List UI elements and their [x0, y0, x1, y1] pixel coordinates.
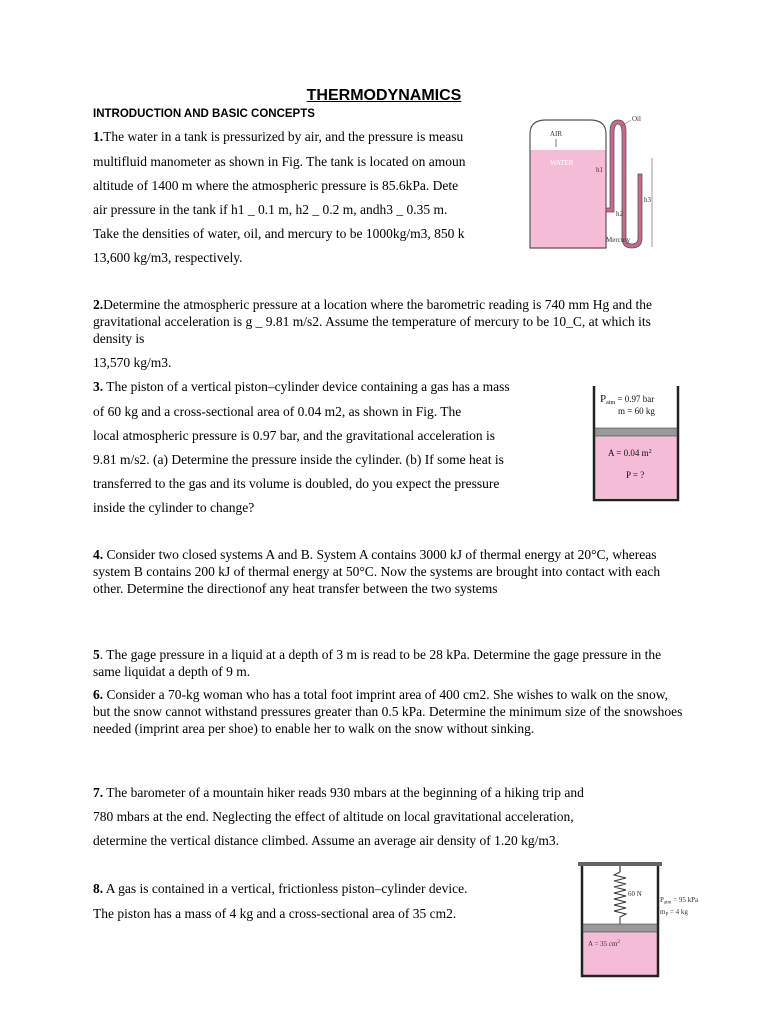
problem-2 [93, 296, 683, 347]
problem-1-line-3: altitude of 1400 m where the atmospheric pressure is 85.6kPa. Dete [93, 178, 459, 193]
section-subtitle: INTRODUCTION AND BASIC CONCEPTS [93, 108, 315, 120]
h3-label: h3 [644, 196, 651, 204]
patm-sub: atm [606, 400, 616, 406]
problem-3-line-2: of 60 kg and a cross-sectional area of 0.04 m2, as shown in Fig. The [93, 404, 462, 419]
problem-1-number: 1. [93, 129, 104, 144]
problem-7-line-3: determine the vertical distance climbed. Assume an average air density of 1.20 kg/m3. [93, 833, 559, 848]
piston-mass-value: = 4 kg [668, 908, 688, 916]
problem-3-line-5: transferred to the gas and its volume is doubled, do you expect the pressure [93, 476, 500, 491]
problem-3-line-1: The piston of a vertical piston–cylinder device containing a gas has a mass [103, 379, 510, 394]
svg-text:A = 0.04 m2: A = 0.04 $m^2$ [608, 448, 652, 458]
problem-7-number: 7. [93, 785, 104, 800]
problem-3-line-4: 9.81 m/s2. (a) Determine the pressure inside the cylinder. (b) If some heat is [93, 452, 504, 467]
problem-3-number: 3. [93, 379, 104, 394]
problem-1-line-6: 13,600 kg/m3, respectively. [93, 250, 243, 265]
mass-label: m = 60 kg [618, 406, 655, 416]
problem-2-last-line: 13,570 kg/m3. [93, 355, 172, 370]
air-label: AIR [550, 130, 563, 138]
cylinder-gas [583, 932, 657, 976]
svg-text:A = 35 cm2: A = 35 $cm^2$ [588, 940, 620, 948]
problem-5-text: . The gage pressure in a liquid at a depth of 3 m is read to be 28 kPa. Determine the gage pressure in the same liquidat a depth of 9 m. [93, 647, 662, 679]
manometer-tube [606, 120, 642, 248]
problem-7-line-2: 780 mbars at the end. Neglecting the effect of altitude on local gravitational acceleration, [93, 809, 574, 824]
page-title: THERMODYNAMICS [306, 87, 462, 104]
pressure-label: P = ? [626, 470, 645, 480]
problem-3-line-3: local atmospheric pressure is 0.97 bar, and the gravitational acceleration is [93, 428, 496, 443]
problem-3-line-6: inside the cylinder to change? [93, 500, 255, 515]
h1-label: h1 [596, 166, 603, 174]
problem-4-text: Consider two closed systems A and B. System A contains 3000 kJ of thermal energy at 20°C, whereas system B contains 200 kJ of thermal energy at 50°C. Now the systems are brought into contact with each other. Determine the directionof any heat transfer between the two systems [93, 547, 661, 596]
problem-1-line-5: Take the densities of water, oil, and mercury to be 1000kg/m3, 850 k [93, 226, 465, 241]
force-label: 60 N [628, 890, 642, 898]
water-label: WATER [550, 159, 574, 167]
problem-8-number: 8. [93, 881, 104, 896]
problem-6-text: Consider a 70-kg woman who has a total foot imprint area of 400 cm2. She wishes to walk on the snow, but the snow cannot withstand pressures greater than 0.5 kPa. Determine the minimum size of the snowshoes needed (imprint area per shoe) to enable her to walk on the snow without sinking. [93, 687, 683, 736]
svg-text:Patm = 95 kPa [660, 896, 699, 906]
manometer-figure [522, 112, 662, 252]
piston [583, 924, 657, 932]
oil-label: Oil [632, 115, 641, 123]
patm-value: = 0.97 bar [615, 394, 655, 404]
problem-6-number: 6. [93, 687, 104, 702]
problem-1-line-1: The water in a tank is pressurized by air, and the pressure is measu [103, 129, 464, 144]
patm-sub: atm [663, 900, 672, 906]
patm-label: P [660, 896, 664, 904]
piston-mass-label: m [660, 908, 666, 916]
problem-1-line-2: multifluid manometer as shown in Fig. The tank is located on amoun [93, 154, 466, 169]
problem-6 [93, 686, 683, 737]
problem-2-number: 2. [93, 297, 104, 312]
problem-4 [93, 546, 683, 597]
patm-label: P [600, 393, 607, 405]
spring-piston-figure [576, 860, 706, 978]
problem-1-line-4: air pressure in the tank if h1 _ 0.1 m, h2 _ 0.2 m, andh3 _ 0.35 m. [93, 202, 448, 217]
area-label: A = 0.04 m [608, 448, 649, 458]
problem-4-number: 4. [93, 547, 104, 562]
piston-cylinder-figure [590, 386, 682, 504]
problem-5 [93, 646, 683, 680]
svg-text:Patm = 0.97 bar [600, 393, 654, 406]
cylinder-gas [595, 436, 677, 498]
svg-text:mP = 4 kg [660, 908, 688, 918]
top-cap [578, 862, 662, 866]
problem-8-line-2: The piston has a mass of 4 kg and a cross-sectional area of 35 cm2. [93, 906, 457, 921]
problem-8-line-1: A gas is contained in a vertical, frictionless piston–cylinder device. [103, 881, 468, 896]
piston [595, 428, 677, 436]
h2-label: h2 [616, 210, 623, 218]
patm-value: = 95 kPa [671, 896, 699, 904]
problem-7-line-1: The barometer of a mountain hiker reads 930 mbars at the beginning of a hiking trip and [103, 785, 584, 800]
problem-2-text: Determine the atmospheric pressure at a location where the barometric reading is 740 mm Hg and the gravitational acceleration is g _ 9.81 m/s2. Assume the temperature of mercury to be 10_C, at which its density is [93, 297, 652, 346]
piston-mass-sub: P [665, 912, 669, 918]
mercury-label: Mercury [606, 236, 631, 244]
problem-5-number: 5 [93, 647, 100, 662]
area-label: A = 35 cm [588, 940, 618, 948]
spring [614, 872, 626, 924]
